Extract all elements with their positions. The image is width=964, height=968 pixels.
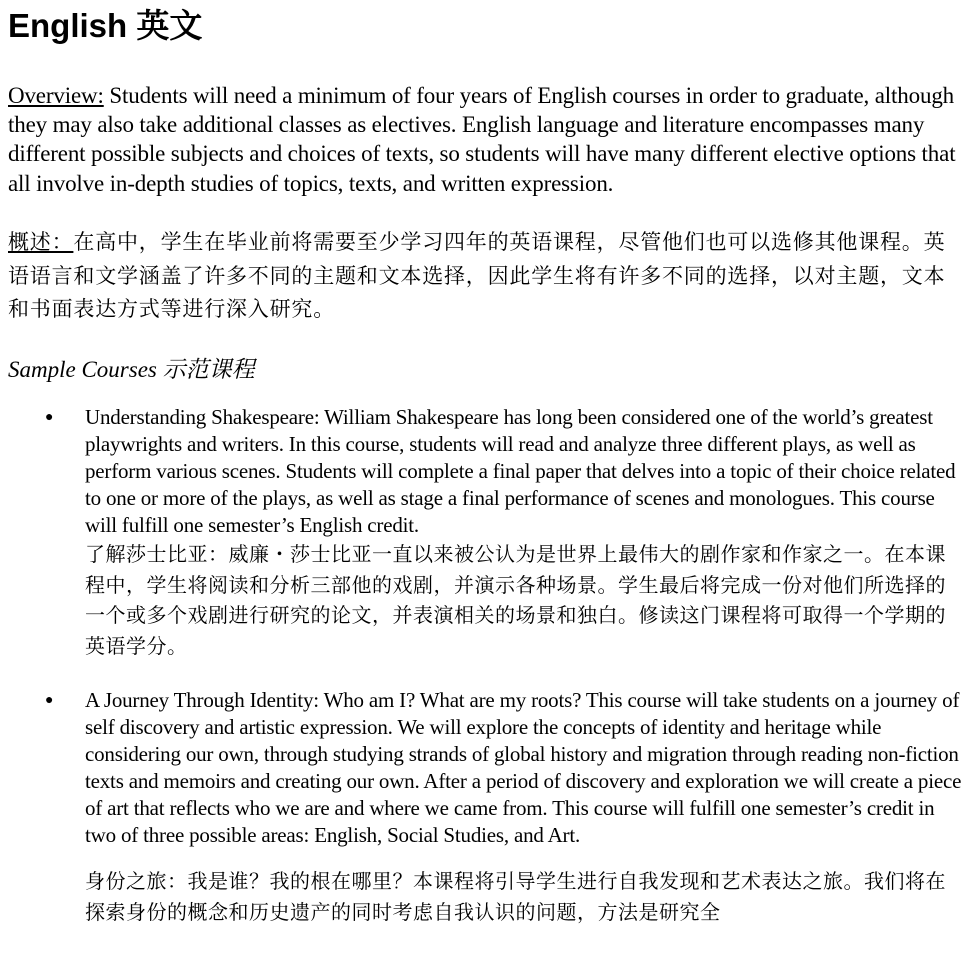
bullet-icon: ●	[45, 410, 54, 425]
overview-label: Overview:	[8, 83, 104, 108]
course-item-understanding-shakespeare	[45, 404, 964, 661]
course-item-journey-through-identity	[45, 687, 964, 927]
bullet-icon: ●	[45, 693, 54, 708]
course-description-chinese: 身份之旅：我是谁？我的根在哪里？本课程将引导学生进行自我发现和艺术表达之旅。我们将在探索身份的概念和历史遗产的同时考虑自我认识的问题，方法是研究全	[85, 869, 946, 924]
page-title: English 英文	[8, 7, 203, 44]
overview-chinese	[8, 226, 964, 327]
overview-text-chinese: 在高中，学生在毕业前将需要至少学习四年的英语课程，尽管他们也可以选修其他课程。英语语言和文学涵盖了许多不同的主题和文本选择，因此学生将有许多不同的选择，以对主题，文本和书面表达方式等进行深入研究。	[8, 230, 946, 321]
overview-english	[8, 81, 964, 198]
course-description-chinese: 了解莎士比亚：威廉・莎士比亚一直以来被公认为是世界上最伟大的剧作家和作家之一。在本课程中，学生将阅读和分析三部他的戏剧，并演示各种场景。学生最后将完成一份对他们所选择的一个或多个戏剧进行研究的论文，并表演相关的场景和独白。修读这门课程将可取得一个学期的英语学分。	[85, 542, 946, 658]
overview-text: Students will need a minimum of four years of English courses in order to graduate, although they may also take additional classes as electives. English language and literature encompasses many different possible subjects and choices of texts, so students will have many different elective options that all involve in-depth studies of topics, texts, and written expression.	[8, 83, 956, 196]
course-description-english: Understanding Shakespeare: William Shakespeare has long been considered one of the world’s greatest playwrights and writers. In this course, students will read and analyze three different plays, as well as perform various scenes. Students will complete a final paper that delves into a topic of their choice related to one or more of the plays, as well as stage a final performance of scenes and monologues. This course will fulfill one semester’s English credit.	[85, 405, 956, 537]
overview-label-chinese: 概述：	[8, 230, 74, 254]
sample-courses-heading: Sample Courses 示范课程	[8, 357, 255, 382]
course-description-english: A Journey Through Identity: Who am I? What are my roots? This course will take students on a journey of self discovery and artistic expression. We will explore the concepts of identity and heritage while considering our own, through studying strands of global history and migration through reading non-fiction texts and memoirs and creating our own. After a period of discovery and exploration we will create a piece of art that reflects who we are and where we came from. This course will fulfill one semester’s credit in two of three possible areas: English, Social Studies, and Art.	[85, 688, 962, 847]
